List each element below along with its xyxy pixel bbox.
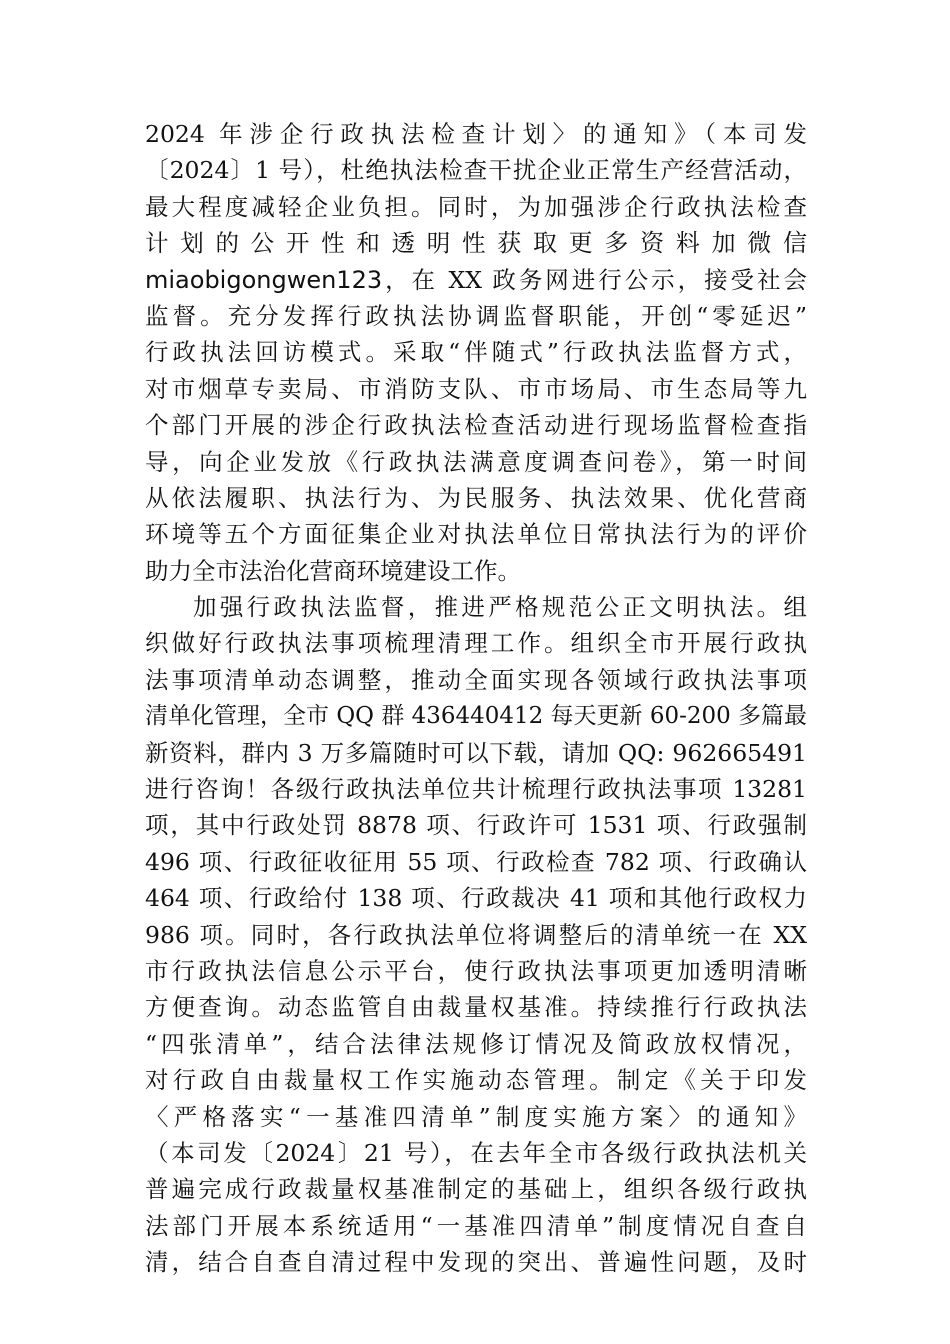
text-line: 对行政自由裁量权工作实施动态管理。制定《关于印发 bbox=[145, 1066, 807, 1095]
text-line: 986 项。同时，各行政执法单位将调整后的清单统一在 XX bbox=[145, 920, 807, 949]
text-line: “四张清单”，结合法律法规修订情况及简政放权情况， bbox=[145, 1029, 807, 1058]
paragraph-start-line: 加强行政执法监督，推进严格规范公正文明执法。组 bbox=[193, 593, 807, 622]
text-line: 普遍完成行政裁量权基准制定的基础上，组织各级行政执 bbox=[145, 1175, 807, 1204]
text-line: 最大程度减轻企业负担。同时，为加强涉企行政执法检查 bbox=[145, 192, 807, 221]
text-line: 市行政执法信息公示平台，使行政执法事项更加透明清晰 bbox=[145, 956, 807, 985]
text-line: 行政执法回访模式。采取“伴随式”行政执法监督方式， bbox=[145, 338, 807, 367]
text-segment: 计划的公开性和透明性 bbox=[145, 229, 498, 258]
text-line: 织做好行政执法事项梳理清理工作。组织全市开展行政执 bbox=[145, 629, 807, 658]
text-line: 新资料，群内 3 万多篇随时可以下载，请加 QQ: 962665491 bbox=[145, 738, 807, 767]
text-line: 项，其中行政处罚 8878 项、行政许可 1531 项、行政强制 bbox=[145, 811, 807, 840]
text-line: 进行咨询！各级行政执法单位共计梳理行政执法事项 13281 bbox=[145, 775, 807, 804]
promo-id: miaobigongwen123 bbox=[145, 265, 383, 294]
text-line: 法部门开展本系统适用“一基准四清单”制度情况自查自 bbox=[145, 1211, 807, 1240]
text-line: 清单化管理，全市 QQ 群 436440412 每天更新 60-200 多篇最 bbox=[145, 703, 807, 730]
promo-text: 获取更多资料加微信 bbox=[497, 229, 808, 258]
text-line: 法事项清单动态调整，推动全面实现各领域行政执法事项 bbox=[145, 665, 807, 694]
text-segment: ，在 XX 政务网进行公示，接受社会 bbox=[382, 265, 807, 294]
text-line bbox=[145, 262, 807, 298]
text-line: 对市烟草专卖局、市消防支队、市市场局、市生态局等九 bbox=[145, 374, 807, 403]
text-line bbox=[145, 225, 807, 261]
text-line: 464 项、行政给付 138 项、行政裁决 41 项和其他行政权力 bbox=[145, 884, 807, 913]
text-line: 清，结合自查自清过程中发现的突出、普遍性问题，及时 bbox=[145, 1248, 807, 1277]
text-line: 监督。充分发挥行政执法协调监督职能，开创“零延迟” bbox=[145, 301, 807, 330]
text-line: 环境等五个方面征集企业对执法单位日常执法行为的评价 bbox=[145, 520, 807, 549]
body-text bbox=[145, 116, 807, 1281]
text-line: 〔2024〕1 号），杜绝执法检查干扰企业正常生产经营活动， bbox=[145, 156, 807, 185]
text-line: 从依法履职、执法行为、为民服务、执法效果、优化营商 bbox=[145, 483, 807, 512]
text-line: 助力全市法治化营商环境建设工作。 bbox=[145, 556, 521, 585]
text-line: （本司发〔2024〕21 号），在去年全市各级行政执法机关 bbox=[145, 1138, 807, 1167]
text-line: 方便查询。动态监管自由裁量权基准。持续推行行政执法 bbox=[145, 993, 807, 1022]
text-line: 2024 年涉企行政执法检查计划〉的通知》（本司发 bbox=[145, 120, 807, 148]
text-line: 〈严格落实“一基准四清单”制度实施方案〉的通知》 bbox=[145, 1102, 807, 1131]
text-line: 导，向企业发放《行政执法满意度调查问卷》，第一时间 bbox=[145, 447, 807, 476]
text-line: 个部门开展的涉企行政执法检查活动进行现场监督检查指 bbox=[145, 411, 807, 440]
text-line: 496 项、行政征收征用 55 项、行政检查 782 项、行政确认 bbox=[145, 847, 807, 876]
